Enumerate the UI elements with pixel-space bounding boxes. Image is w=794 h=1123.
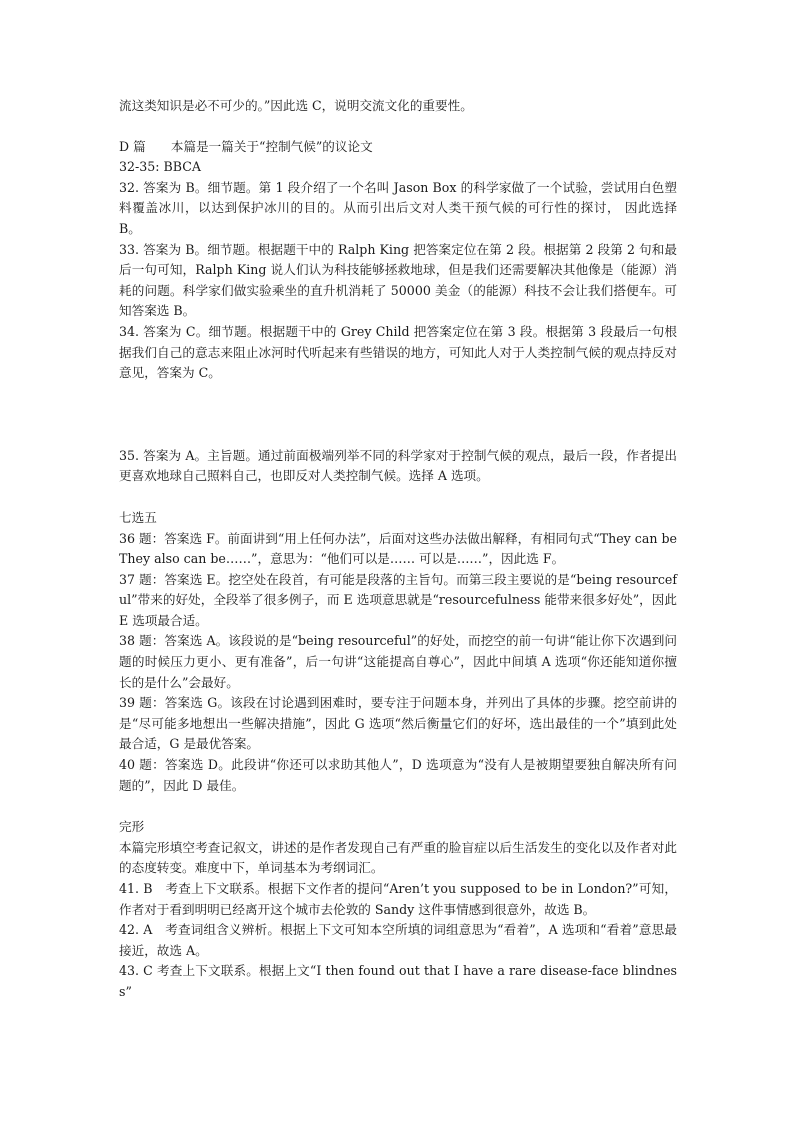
section-cloze-heading: 完形 (119, 819, 145, 835)
question-35-explanation: 35. 答案为 A。主旨题。通过前面极端列举不同的科学家对于控制气候的观点，最后一段，作者提出更喜欢地球自己照料自己，也即反对人类控制气候。选择 A 选项。 (119, 447, 677, 484)
spacer (119, 117, 677, 137)
question-33-explanation: 33. 答案为 B。细节题。根据题干中的 Ralph King 把答案定位在第 2 段。根据第 2 段第 2 句和最后一句可知，Ralph King 说人们认为科技能够拯救地球，但是我们还需要解决其他像是（能源）消耗的问题。科学家们做实验乘坐的直升机消耗了 50000 美金（的能源）科技不会让我们搭便车。可知答案选 B。 (119, 241, 677, 319)
question-39-explanation: 39 题：答案选 G。该段在讨论遇到困难时，要专注于问题本身，并列出了具体的步骤。挖空前讲的是“尽可能多地想出一些解决措施”，因此 G 选项“然后衡量它们的好坏，选出最佳的一个”填到此处最合适，G 是最优答案。 (119, 695, 677, 752)
cloze-intro: 本篇完形填空考查记叙文，讲述的是作者发现自己有严重的脸盲症以后生活发生的变化以及作者对此的态度转变。难度中下，单词基本为考纲词汇。 (119, 839, 677, 876)
section-d-heading: D 篇 本篇是一篇关于“控制气候”的议论文 (119, 138, 373, 154)
spacer (119, 487, 677, 508)
intro-tail-paragraph: 流这类知识是必不可少的。”因此选 C，说明交流文化的重要性。 (119, 98, 473, 113)
spacer (119, 384, 677, 446)
section-seven-heading: 七选五 (119, 509, 157, 525)
question-36-explanation: 36 题：答案选 F。前面讲到“用上任何办法”，后面对这些办法做出解释，有相同句式“They can be They also can be……”，意思为：“他们可以是…… 可以是……”，因此选 F。 (119, 530, 677, 567)
question-40-explanation: 40 题：答案选 D。此段讲“你还可以求助其他人”，D 选项意为“没有人是被期望要独自解决所有问题的”，因此 D 最佳。 (119, 757, 677, 793)
spacer (119, 796, 677, 817)
question-43-explanation: 43. C 考查上下文联系。根据上文“I then found out that I have a rare disease-face blindness” (119, 963, 677, 999)
question-41-explanation: 41. B 考查上下文联系。根据下文作者的提问“Aren’t you supposed to be in London?”可知， 作者对于看到明明已经离开这个城市去伦敦的 Sandy 这件事情感到很意外，故选 B。 (119, 881, 677, 917)
question-42-explanation: 42. A 考查词组含义辨析。根据上下文可知本空所填的词组意思为“看着”，A 选项和“看着”意思最接近，故选 A。 (119, 922, 677, 958)
document-page (119, 96, 677, 1003)
question-38-explanation: 38 题：答案选 A。该段说的是“being resourceful”的好处，而挖空的前一句讲“能让你下次遇到问题的时候压力更小、更有准备”，后一句讲“这能提高自尊心”，因此中间填 A 选项“你还能知道你擅长的是什么”会最好。 (119, 633, 677, 690)
section-d-answers: 32-35: BBCA (119, 159, 202, 175)
question-37-explanation: 37 题：答案选 E。挖空处在段首，有可能是段落的主旨句。而第三段主要说的是“being resourceful”带来的好处，全段举了很多例子，而 E 选项意思就是“resourcefulness 能带来很多好处”，因此 E 选项最合适。 (119, 571, 677, 628)
question-32-explanation: 32. 答案为 B。细节题。第 1 段介绍了一个名叫 Jason Box 的科学家做了一个试验，尝试用白色塑料覆盖冰川，以达到保护冰川的目的。从而引出后文对人类干预气候的可行性的探讨， 因此选择 B。 (119, 179, 677, 236)
question-34-explanation: 34. 答案为 C。细节题。根据题干中的 Grey Child 把答案定位在第 3 段。根据第 3 段最后一句根据我们自己的意志来阻止冰河时代听起来有些错误的地方，可知此人对于人类控制气候的观点持反对意见，答案为 C。 (119, 323, 677, 381)
